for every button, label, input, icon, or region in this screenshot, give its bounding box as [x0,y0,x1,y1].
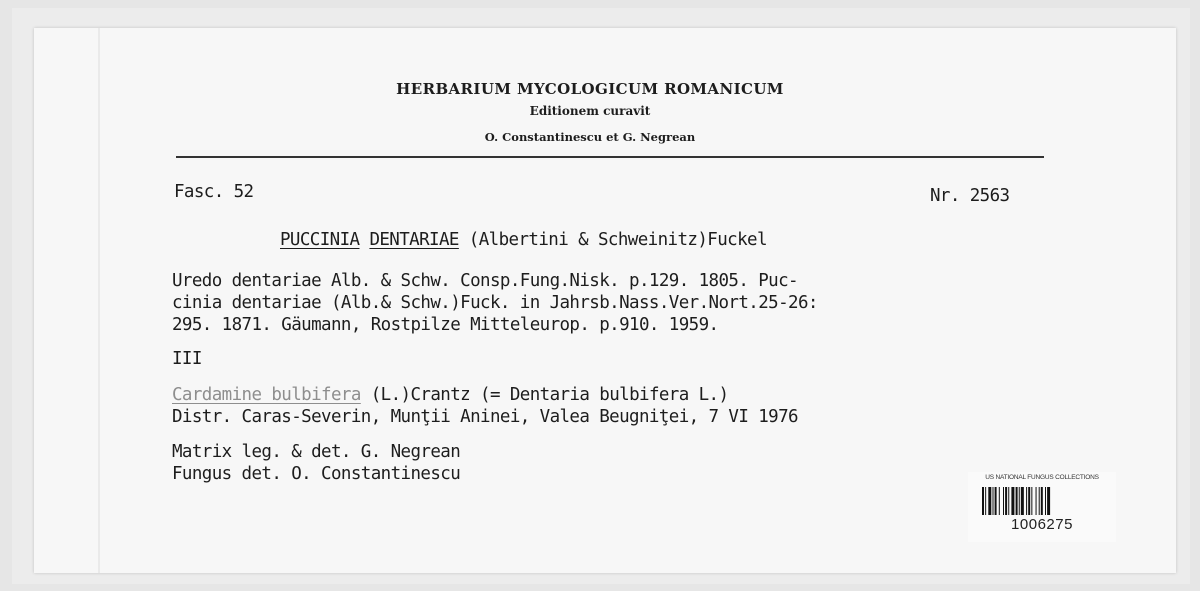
barcode-icon [982,487,1102,515]
barcode-bar [982,487,984,515]
taxon-authority: (Albertini & Schweinitz)Fuckel [458,230,767,250]
barcode-bar [1008,487,1009,515]
barcode-bar [1047,487,1050,515]
barcode-bar [1036,487,1037,515]
synonymy-line-1: Uredo dentariae Alb. & Schw. Consp.Fung.Nisk. p.129. 1805. Puc- [172,271,798,291]
barcode-bar [1016,487,1018,515]
collection-name: US NATIONAL FUNGUS COLLECTIONS [985,474,1099,481]
barcode-bar [1031,487,1032,515]
barcode-bar [999,487,1000,515]
editors-names: O. Constantinescu et G. Negrean [484,130,696,144]
barcode-number: 1006275 [1011,516,1073,533]
spore-stage: III [172,349,202,369]
host-name: Cardamine bulbifera [172,385,361,405]
taxon-name [280,229,767,251]
species-epithet: DENTARIAE [369,230,459,250]
collector-line: Matrix leg. & det. G. Negrean [172,442,461,462]
barcode-bar [995,487,997,515]
exsiccata-number: Nr. 2563 [930,186,1010,206]
editor-line: Editionem curavit [529,104,651,118]
barcode-bar [1026,487,1027,515]
barcode-bar [988,487,991,515]
synonymy-line-2: cinia dentariae (Alb.& Schw.)Fuck. in Jahrsb.Nass.Ver.Nort.25-26: [172,293,818,313]
barcode-bar [1045,487,1046,515]
barcode-bar [1041,487,1043,515]
barcode-bar [985,487,986,515]
host-plant [172,384,728,406]
barcode-bar [1039,487,1040,515]
determiner-line: Fungus det. O. Constantinescu [172,464,461,484]
barcode-bar [1019,487,1020,515]
herbarium-title: HERBARIUM MYCOLOGICUM ROMANICUM [396,80,784,98]
barcode-bar [1005,487,1007,515]
locality: Distr. Caras-Severin, Munţii Aninei, Valea Beugniţei, 7 VI 1976 [172,407,798,427]
barcode-bar [993,487,994,515]
barcode-bar [1021,487,1024,515]
header-divider [176,156,1044,158]
fascicle-number: Fasc. 52 [174,182,254,202]
barcode-label [968,472,1116,542]
barcode-bar [1028,487,1030,515]
barcode-bar [1003,487,1004,515]
genus-name: PUCCINIA [280,230,360,250]
synonymy-line-3: 295. 1871. Gäumann, Rostpilze Mitteleurop. p.910. 1959. [172,315,719,335]
host-authority: (L.)Crantz (= Dentaria bulbifera L.) [360,385,729,405]
barcode-bar [1011,487,1014,515]
